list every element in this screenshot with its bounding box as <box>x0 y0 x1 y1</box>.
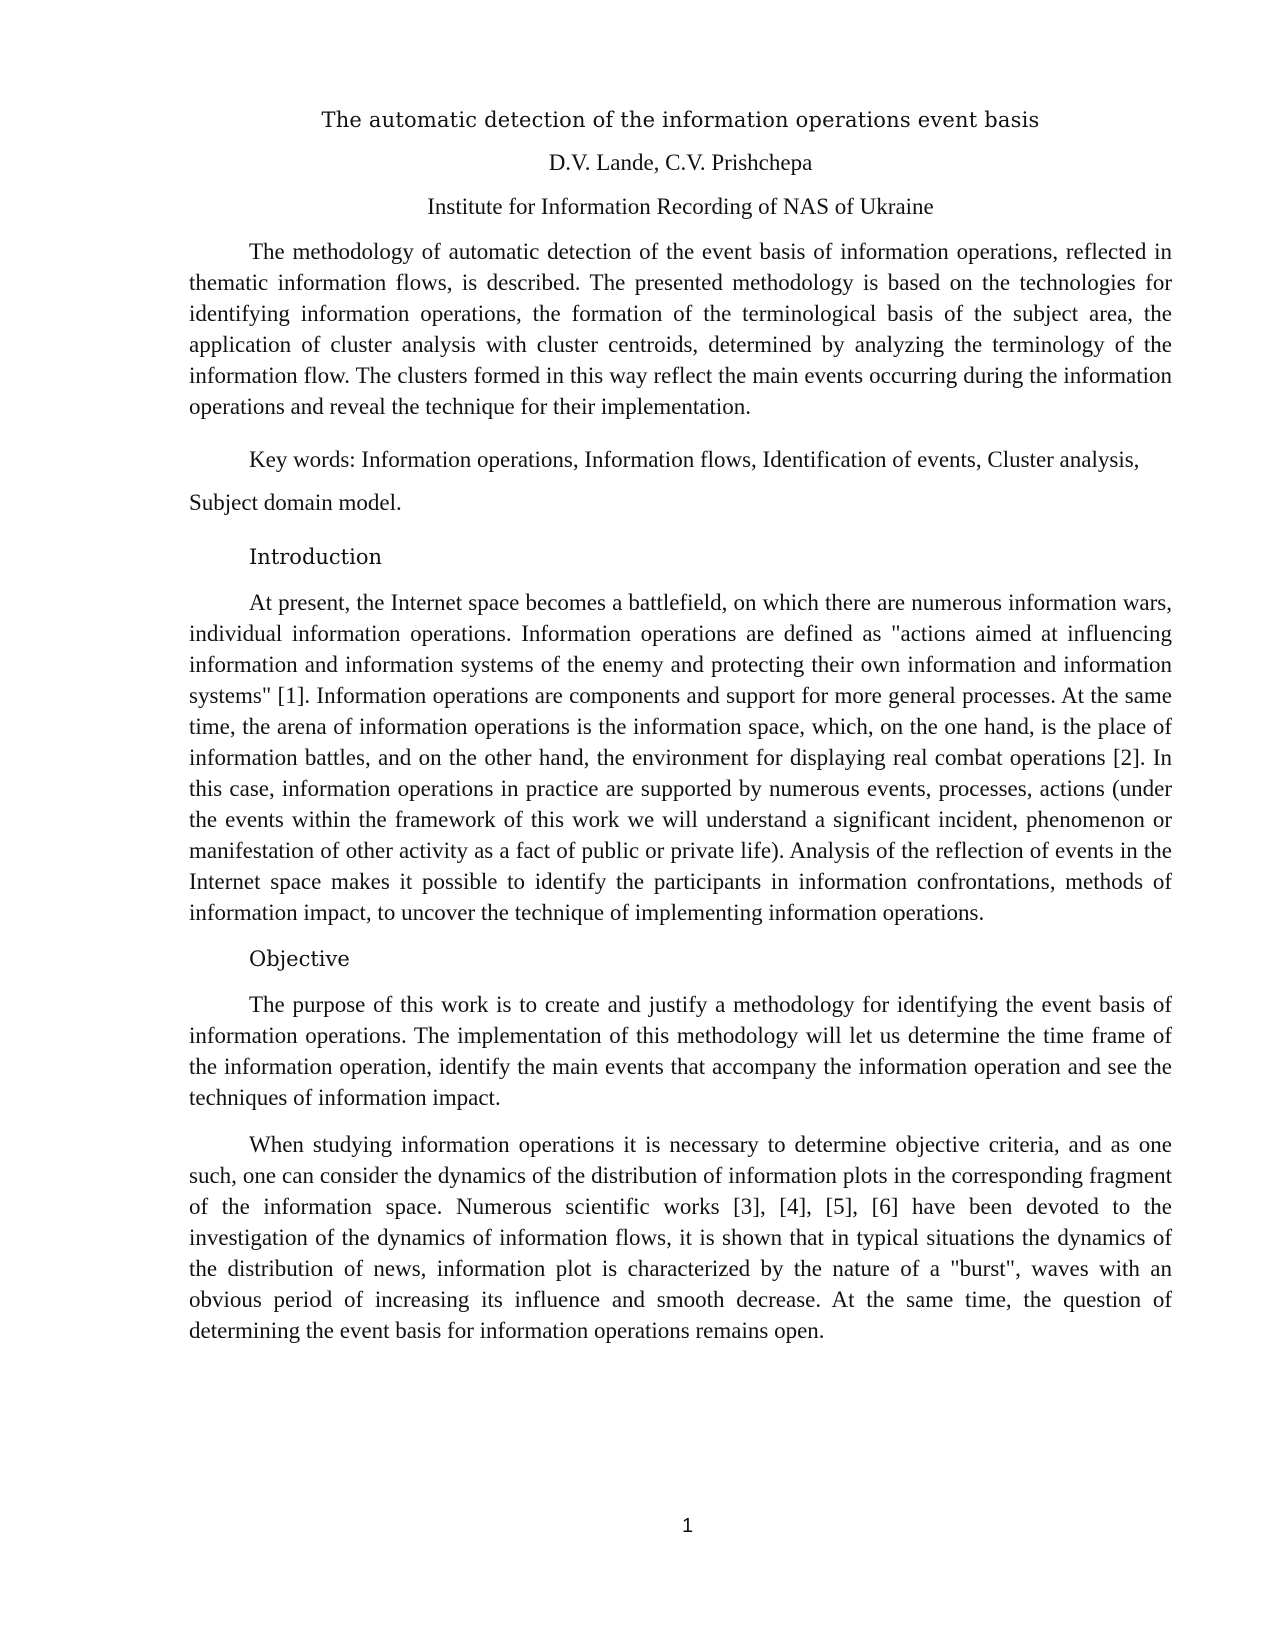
section-heading-objective: Objective <box>249 947 350 971</box>
paper-authors: D.V. Lande, C.V. Prishchepa <box>548 150 813 175</box>
objective-paragraph-1: The purpose of this work is to create and justify a methodology for identifying the event basis of information operations. The implementation of this methodology will let us determine the time frame of the information operation, identify the main events that accompany the information operation and see the techniques of information impact. <box>189 992 1172 1110</box>
abstract-paragraph: The methodology of automatic detection of the event basis of information operations, reflected in thematic information flows, is described. The presented methodology is based on the technologies for identifying information operations, the formation of the terminological basis of the subject area, the application of cluster analysis with cluster centroids, determined by analyzing the terminology of the information flow. The clusters formed in this way reflect the main events occurring during the information operations and reveal the technique for their implementation. <box>189 239 1172 419</box>
document-page <box>189 108 1172 1362</box>
keywords-paragraph: Key words: Information operations, Information flows, Identification of events, Cluster analysis, Subject domain model. <box>189 447 1140 515</box>
introduction-paragraph: At present, the Internet space becomes a battlefield, on which there are numerous information wars, individual information operations. Information operations are defined as "actions aimed at influencing information and information systems of the enemy and protecting their own information and information systems" [1]. Information operations are components and support for more general processes. At the same time, the arena of information operations is the information space, which, on the one hand, is the place of information battles, and on the other hand, the environment for displaying real combat operations [2]. In this case, information operations in practice are supported by numerous events, processes, actions (under the events within the framework of this work we will understand a significant incident, phenomenon or manifestation of other activity as a fact of public or private life). Analysis of the reflection of events in the Internet space makes it possible to identify the participants in information confrontations, methods of information impact, to uncover the technique of implementing information operations. <box>189 590 1172 925</box>
paper-title: The automatic detection of the information operations event basis <box>321 108 1040 132</box>
section-heading-introduction: Introduction <box>249 545 382 569</box>
paper-affiliation: Institute for Information Recording of NAS of Ukraine <box>427 194 934 219</box>
objective-paragraph-2: When studying information operations it is necessary to determine objective criteria, and as one such, one can consider the dynamics of the distribution of information plots in the corresponding fragment of the information space. Numerous scientific works [3], [4], [5], [6] have been devoted to the investigation of the dynamics of information flows, it is shown that in typical situations the dynamics of the distribution of news, information plot is characterized by the nature of a "burst", waves with an obvious period of increasing its influence and smooth decrease. At the same time, the question of determining the event basis for information operations remains open. <box>189 1132 1172 1343</box>
page-number: 1 <box>681 1515 694 1537</box>
